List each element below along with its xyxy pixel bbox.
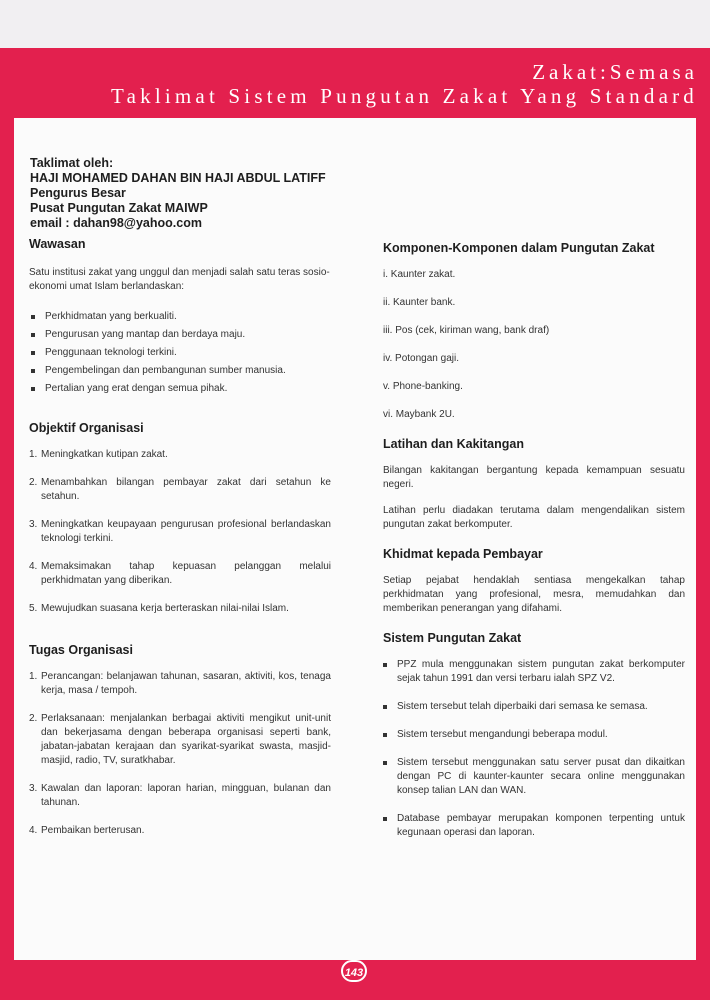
sistem-list <box>383 658 685 840</box>
author-name: HAJI MOHAMED DAHAN BIN HAJI ABDUL LATIFF <box>30 171 326 185</box>
list-item: Sistem tersebut mengandungi beberapa modul. <box>383 728 685 742</box>
khidmat-para: Setiap pejabat hendaklah sentiasa mengekalkan tahap perkhidmatan yang profesional, mesra, memudahkan dan memberikan penerangan yang difahami. <box>383 575 685 614</box>
objektif-heading: Objektif Organisasi <box>29 421 144 435</box>
list-item: Pengurusan yang mantap dan berdaya maju. <box>29 328 331 342</box>
author-block <box>30 156 360 231</box>
list-item: 3. Kawalan dan laporan: laporan harian, mingguan, bulanan dan tahunan. <box>29 783 331 808</box>
list-item: PPZ mula menggunakan sistem pungutan zakat berkomputer sejak tahun 1991 dan versi terbaru ialah SPZ V2. <box>383 658 685 686</box>
latihan-para-1: Bilangan kakitangan bergantung kepada kemampuan sesuatu negeri. <box>383 465 685 490</box>
wawasan-list <box>29 310 331 396</box>
list-item: 1. Perancangan: belanjawan tahunan, sasaran, aktiviti, kos, tenaga kerja, masa / tempoh. <box>29 671 331 696</box>
objektif-list <box>29 448 331 616</box>
list-item: 3. Meningkatkan keupayaan pengurusan profesional berlandaskan teknologi terkini. <box>29 519 331 544</box>
komponen-list <box>383 268 685 422</box>
author-role: Pengurus Besar <box>30 186 126 200</box>
right-column <box>383 240 685 840</box>
author-org: Pusat Pungutan Zakat MAIWP <box>30 201 208 215</box>
author-email: email : dahan98@yahoo.com <box>30 216 202 230</box>
left-column <box>29 236 331 838</box>
list-item: 2. Menambahkan bilangan pembayar zakat dari setahun ke setahun. <box>29 477 331 502</box>
list-item: Sistem tersebut menggunakan satu server pusat dan dikaitkan dengan PC di kaunter-kaunter secara online menggunakan konsep talian LAN dan WAN. <box>383 756 685 798</box>
list-item: Sistem tersebut telah diperbaiki dari semasa ke semasa. <box>383 700 685 714</box>
author-intro: Taklimat oleh: <box>30 156 114 170</box>
wawasan-intro: Satu institusi zakat yang unggul dan menjadi salah satu teras sosio-ekonomi umat Islam berlandaskan: <box>29 267 330 292</box>
page-title: Taklimat Sistem Pungutan Zakat Yang Standard <box>111 84 698 108</box>
wawasan-heading: Wawasan <box>29 237 86 251</box>
list-item: Penggunaan teknologi terkini. <box>29 346 331 360</box>
list-item: 2. Perlaksanaan: menjalankan berbagai aktiviti mengikut unit-unit dan bekerjasama dengan beberapa organisasi seperti bank, jabatan-jabatan kerajaan dan syarikat-syarikat swasta, masjid-masjid, radio, TV, suratkhabar. <box>29 713 331 766</box>
latihan-para-2: Latihan perlu diadakan terutama dalam mengendalikan sistem pungutan zakat berkomputer. <box>383 505 685 530</box>
khidmat-heading: Khidmat kepada Pembayar <box>383 547 543 561</box>
list-item: Perkhidmatan yang berkualiti. <box>29 310 331 324</box>
tugas-list <box>29 670 331 838</box>
latihan-heading: Latihan dan Kakitangan <box>383 437 524 451</box>
sistem-heading: Sistem Pungutan Zakat <box>383 631 522 645</box>
list-item: 5. Mewujudkan suasana kerja berteraskan nilai-nilai Islam. <box>29 603 289 614</box>
list-item: 4. Pembaikan berterusan. <box>29 825 145 836</box>
list-item: v. Phone-banking. <box>383 381 463 392</box>
list-item: i. Kaunter zakat. <box>383 269 456 280</box>
list-item: Database pembayar merupakan komponen terpenting untuk kegunaan operasi dan laporan. <box>383 812 685 840</box>
list-item: ii. Kaunter bank. <box>383 297 456 308</box>
list-item: iii. Pos (cek, kiriman wang, bank draf) <box>383 325 550 336</box>
page-number: 143 <box>341 960 367 982</box>
komponen-heading: Komponen-Komponen dalam Pungutan Zakat <box>383 241 655 255</box>
tugas-heading: Tugas Organisasi <box>29 643 133 657</box>
list-item: 1. Meningkatkan kutipan zakat. <box>29 449 168 460</box>
list-item: vi. Maybank 2U. <box>383 409 455 420</box>
top-margin <box>0 0 710 48</box>
section-title: Zakat:Semasa <box>532 60 698 84</box>
list-item: Pengembelingan dan pembangunan sumber manusia. <box>29 364 331 378</box>
list-item: Pertalian yang erat dengan semua pihak. <box>29 382 331 396</box>
list-item: iv. Potongan gaji. <box>383 353 459 364</box>
list-item: 4. Memaksimakan tahap kepuasan pelanggan melalui perkhidmatan yang diberikan. <box>29 561 331 586</box>
